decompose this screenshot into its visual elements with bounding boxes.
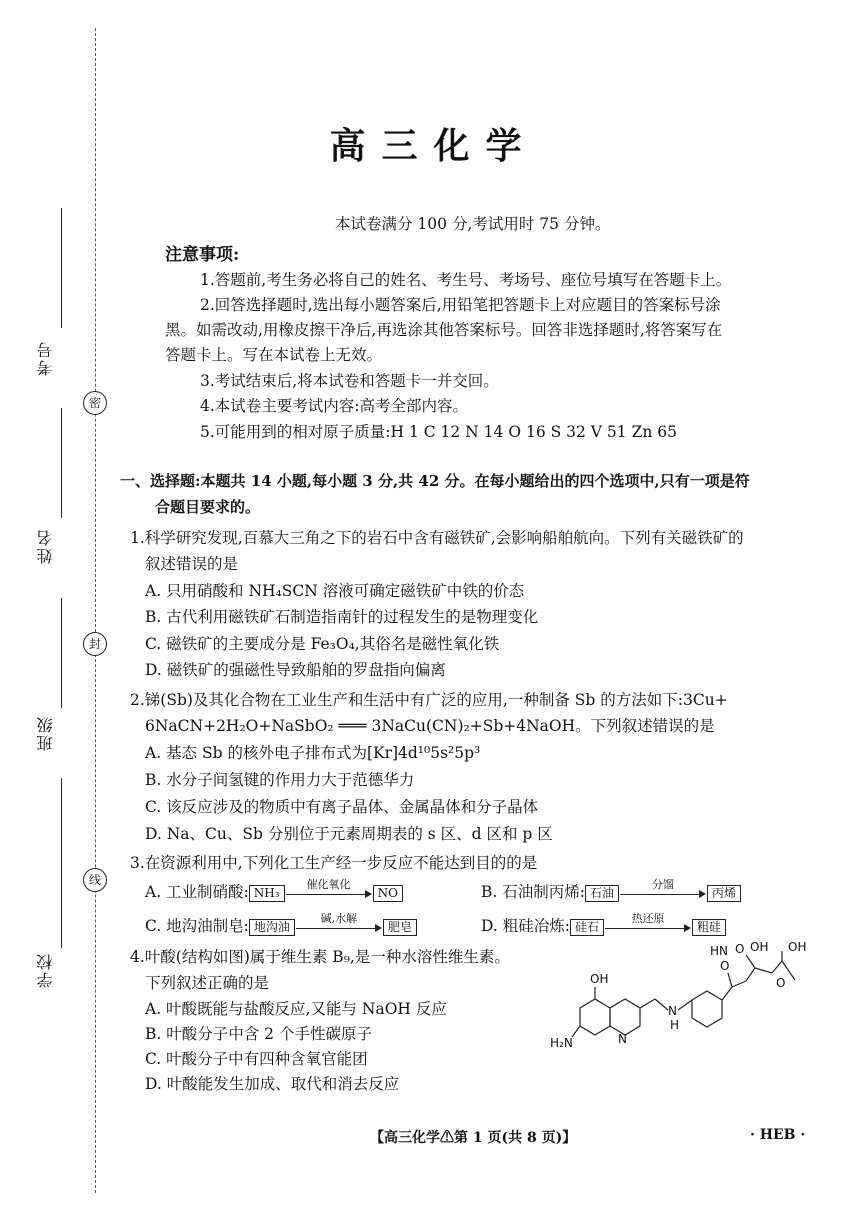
struct-n-link: N bbox=[668, 1004, 677, 1018]
q3-c-to: 肥皂 bbox=[383, 919, 417, 936]
binding-margin-dashed-line bbox=[95, 28, 96, 1193]
q3-c-condition: 碱,水解 bbox=[320, 912, 358, 925]
section-heading-line-1: 一、选择题:本题共 14 小题,每小题 3 分,共 42 分。在每小题给出的四个选项中,只有一项是符 bbox=[120, 472, 750, 490]
q3-option-d bbox=[481, 914, 726, 936]
q1-stem-1: 1.科学研究发现,百慕大三角之下的岩石中含有磁铁矿,会影响船舶航向。下列有关磁铁矿的 bbox=[130, 529, 744, 547]
q3-option-c bbox=[145, 914, 417, 936]
q2-stem-1: 2.锑(Sb)及其化合物在工业生产和生活中有广泛的应用,一种制备 Sb 的方法如下:3Cu+ bbox=[130, 691, 728, 709]
q4-stem-1: 4.叶酸(结构如图)属于维生素 B₉,是一种水溶性维生素。 bbox=[130, 948, 510, 966]
struct-o-amide: O bbox=[720, 959, 730, 973]
q3-option-a bbox=[145, 880, 403, 902]
notice-line-7: 5.可能用到的相对原子质量:H 1 C 12 N 14 O 16 S 32 V 51 Zn 65 bbox=[200, 423, 677, 441]
banji-label: 班级 bbox=[36, 715, 55, 751]
q3-d-to: 粗硅 bbox=[692, 919, 726, 936]
xingming-label: 姓名 bbox=[36, 528, 55, 564]
struct-h-link: H bbox=[670, 1018, 680, 1032]
notice-line-6: 4.本试卷主要考试内容:高考全部内容。 bbox=[200, 397, 469, 415]
q4-option-a: A. 叶酸既能与盐酸反应,又能与 NaOH 反应 bbox=[145, 1000, 447, 1018]
exam-subtitle: 本试卷满分 100 分,考试用时 75 分钟。 bbox=[335, 215, 611, 233]
q3-option-b bbox=[481, 880, 741, 902]
struct-oh-ring: OH bbox=[590, 972, 609, 986]
page-footer-center: 【高三化学⚠第 1 页(共 8 页)】 bbox=[370, 1130, 577, 1146]
q1-option-b: B. 古代利用磁铁矿石制造指南针的过程发生的是物理变化 bbox=[145, 608, 539, 626]
q3-a-label: A. 工业制硝酸: bbox=[145, 883, 249, 901]
seal-xian: 线 bbox=[83, 868, 107, 892]
folic-acid-structure-diagram bbox=[550, 935, 820, 1090]
q4-stem-2: 下列叙述正确的是 bbox=[145, 974, 270, 992]
banji-underline bbox=[61, 598, 62, 708]
notice-line-2: 2.回答选择题时,选出每小题答案后,用铅笔把答题卡上对应题目的答案标号涂 bbox=[200, 296, 721, 314]
q1-stem-2: 叙述错误的是 bbox=[145, 555, 239, 573]
struct-nh2: H₂N bbox=[550, 1036, 573, 1050]
q1-option-a: A. 只用硝酸和 NH₄SCN 溶液可确定磁铁矿中铁的价态 bbox=[145, 582, 525, 600]
q3-d-condition: 热还原 bbox=[631, 912, 665, 925]
kaohao-label: 考号 bbox=[36, 340, 55, 376]
q2-option-d: D. Na、Cu、Sb 分别位于元素周期表的 s 区、d 区和 p 区 bbox=[145, 825, 553, 843]
q3-b-arrow bbox=[620, 878, 706, 901]
notice-line-3: 黑。如需改动,用橡皮擦干净后,再选涂其他答案标号。回答非选择题时,将答案写在 bbox=[165, 321, 723, 339]
struct-o-top: O bbox=[735, 942, 745, 956]
q3-a-condition: 催化氧化 bbox=[306, 878, 351, 891]
notice-line-1: 1.答题前,考生务必将自己的姓名、考生号、考场号、座位号填写在答题卡上。 bbox=[200, 271, 732, 289]
q3-c-from: 地沟油 bbox=[249, 919, 295, 936]
q4-option-c: C. 叶酸分子中有四种含氧官能团 bbox=[145, 1050, 368, 1068]
q1-option-d: D. 磁铁矿的强磁性导致船舶的罗盘指向偏离 bbox=[145, 661, 446, 679]
q3-b-label: B. 石油制丙烯: bbox=[481, 883, 585, 901]
section-heading-line-2: 合题目要求的。 bbox=[155, 498, 261, 516]
q2-stem-2: 6NaCN+2H₂O+NaSbO₂ ═══ 3NaCu(CN)₂+Sb+4NaOH。下列叙述错误的是 bbox=[145, 717, 715, 735]
q3-b-from: 石油 bbox=[585, 885, 619, 902]
q4-option-b: B. 叶酸分子中含 2 个手性碳原子 bbox=[145, 1025, 372, 1043]
q3-b-condition: 分馏 bbox=[651, 878, 674, 891]
struct-hn: HN bbox=[710, 944, 728, 958]
q3-b-to: 丙烯 bbox=[707, 885, 741, 902]
q2-option-c: C. 该反应涉及的物质中有离子晶体、金属晶体和分子晶体 bbox=[145, 798, 539, 816]
q3-a-arrow bbox=[286, 878, 372, 901]
xingming-underline bbox=[61, 408, 62, 518]
q4-option-d: D. 叶酸能发生加成、取代和消去反应 bbox=[145, 1075, 400, 1093]
q3-d-from: 硅石 bbox=[570, 919, 604, 936]
q3-c-arrow bbox=[296, 912, 382, 935]
page-footer-right: · HEB · bbox=[750, 1127, 806, 1143]
kaohao-underline bbox=[61, 208, 62, 328]
seal-mi: 密 bbox=[83, 391, 107, 415]
q1-option-c: C. 磁铁矿的主要成分是 Fe₃O₄,其俗名是磁性氧化铁 bbox=[145, 635, 500, 653]
xuexiao-label: 学校 bbox=[36, 952, 55, 988]
struct-o-cooh: O bbox=[776, 976, 786, 990]
struct-oh-top: OH bbox=[750, 940, 769, 954]
seal-feng: 封 bbox=[83, 632, 107, 656]
xuexiao-underline bbox=[61, 778, 62, 948]
struct-n: N bbox=[618, 1032, 627, 1046]
q3-a-from: NH₃ bbox=[249, 885, 285, 902]
q3-d-label: D. 粗硅冶炼: bbox=[481, 917, 570, 935]
q2-option-b: B. 水分子间氢键的作用力大于范德华力 bbox=[145, 771, 415, 789]
notice-line-5: 3.考试结束后,将本试卷和答题卡一并交回。 bbox=[200, 372, 499, 390]
notice-heading: 注意事项: bbox=[165, 245, 240, 265]
page-title: 高三化学 bbox=[329, 125, 538, 167]
q3-d-arrow bbox=[605, 912, 691, 935]
q2-option-a: A. 基态 Sb 的核外电子排布式为[Kr]4d¹⁰5s²5p³ bbox=[145, 744, 481, 762]
q3-a-to: NO bbox=[373, 885, 403, 902]
notice-line-4: 答题卡上。写在本试卷上无效。 bbox=[165, 346, 383, 364]
struct-oh-cooh: OH bbox=[788, 940, 807, 954]
q3-stem: 3.在资源利用中,下列化工生产经一步反应不能达到目的的是 bbox=[130, 854, 538, 872]
q3-c-label: C. 地沟油制皂: bbox=[145, 917, 249, 935]
